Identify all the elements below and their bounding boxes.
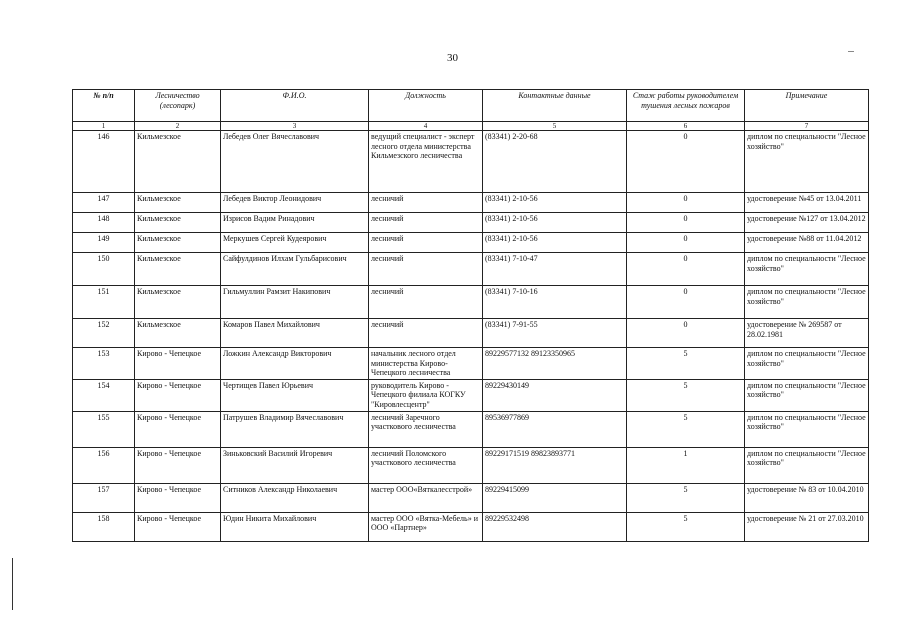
experience-cell: 5 bbox=[627, 379, 745, 411]
name-cell: Меркушев Сергей Кудеярович bbox=[221, 233, 369, 253]
contacts-cell: (83341) 2-10-56 bbox=[483, 233, 627, 253]
position-cell: лесничий Заречного участкового лесничества bbox=[369, 411, 483, 447]
table-row bbox=[73, 447, 869, 483]
contacts-cell: (83341) 2-10-56 bbox=[483, 193, 627, 213]
table-row bbox=[73, 131, 869, 193]
experience-cell: 0 bbox=[627, 131, 745, 193]
row-number: 151 bbox=[73, 286, 135, 319]
experience-cell: 0 bbox=[627, 253, 745, 286]
note-cell: удостоверение № 83 от 10.04.2010 bbox=[745, 483, 869, 512]
note-cell: удостоверение № 269587 от 28.02.1981 bbox=[745, 319, 869, 348]
table-row bbox=[73, 483, 869, 512]
position-cell: лесничий bbox=[369, 213, 483, 233]
forestry-cell: Кильмезское bbox=[135, 319, 221, 348]
row-number: 146 bbox=[73, 131, 135, 193]
header-cell: Стаж работы руководителем тушения лесных пожаров bbox=[627, 90, 745, 122]
position-cell: ведущий специалист - эксперт лесного отдела министерства Кильмезского лесничества bbox=[369, 131, 483, 193]
row-number: 147 bbox=[73, 193, 135, 213]
name-cell: Лебедев Виктор Леонидович bbox=[221, 193, 369, 213]
name-cell: Сайфулдинов Илхам Гульбарисович bbox=[221, 253, 369, 286]
header-cell: № п/п bbox=[73, 90, 135, 122]
table-header-row bbox=[73, 90, 869, 122]
contacts-cell: 89536977869 bbox=[483, 411, 627, 447]
experience-cell: 0 bbox=[627, 319, 745, 348]
note-cell: диплом по специальности "Лесное хозяйство" bbox=[745, 379, 869, 411]
contacts-cell: 89229171519 89823893771 bbox=[483, 447, 627, 483]
note-cell: диплом по специальности "Лесное хозяйство" bbox=[745, 348, 869, 380]
scan-mark bbox=[848, 51, 854, 52]
row-number: 153 bbox=[73, 348, 135, 380]
forestry-cell: Кильмезское bbox=[135, 193, 221, 213]
column-number: 7 bbox=[745, 122, 869, 131]
forestry-cell: Кирово - Чепецкое bbox=[135, 512, 221, 541]
column-number: 3 bbox=[221, 122, 369, 131]
header-cell: Примечание bbox=[745, 90, 869, 122]
note-cell: удостоверение №127 от 13.04.2012 bbox=[745, 213, 869, 233]
row-number: 157 bbox=[73, 483, 135, 512]
contacts-cell: (83341) 7-91-55 bbox=[483, 319, 627, 348]
table-row bbox=[73, 319, 869, 348]
name-cell: Ложкин Александр Викторович bbox=[221, 348, 369, 380]
note-cell: диплом по специальности "Лесное хозяйство" bbox=[745, 411, 869, 447]
table-row bbox=[73, 213, 869, 233]
position-cell: мастер ООО «Вятка-Мебель» и ООО «Партнер» bbox=[369, 512, 483, 541]
name-cell: Юдин Никита Михайлович bbox=[221, 512, 369, 541]
column-number: 6 bbox=[627, 122, 745, 131]
forestry-cell: Кирово - Чепецкое bbox=[135, 379, 221, 411]
note-cell: удостоверение № 21 от 27.03.2010 bbox=[745, 512, 869, 541]
position-cell: лесничий bbox=[369, 233, 483, 253]
contacts-cell: (83341) 7-10-47 bbox=[483, 253, 627, 286]
table-row bbox=[73, 411, 869, 447]
experience-cell: 5 bbox=[627, 483, 745, 512]
forestry-cell: Кильмезское bbox=[135, 286, 221, 319]
position-cell: лесничий bbox=[369, 253, 483, 286]
name-cell: Изрисов Вадим Ринадович bbox=[221, 213, 369, 233]
row-number: 158 bbox=[73, 512, 135, 541]
position-cell: лесничий bbox=[369, 193, 483, 213]
experience-cell: 0 bbox=[627, 233, 745, 253]
table-row bbox=[73, 348, 869, 380]
column-number: 5 bbox=[483, 122, 627, 131]
header-cell: Контактные данные bbox=[483, 90, 627, 122]
forestry-cell: Кирово - Чепецкое bbox=[135, 348, 221, 380]
note-cell: удостоверение №45 от 13.04.2011 bbox=[745, 193, 869, 213]
position-cell: лесничий Поломского участкового лесничества bbox=[369, 447, 483, 483]
note-cell: диплом по специальности "Лесное хозяйство" bbox=[745, 447, 869, 483]
column-number: 4 bbox=[369, 122, 483, 131]
position-cell: начальник лесного отдел министерства Кирово-Чепецкого лесничества bbox=[369, 348, 483, 380]
table-row bbox=[73, 253, 869, 286]
page-number: 30 bbox=[447, 52, 458, 64]
header-cell: Ф.И.О. bbox=[221, 90, 369, 122]
column-number: 2 bbox=[135, 122, 221, 131]
row-number: 150 bbox=[73, 253, 135, 286]
column-number: 1 bbox=[73, 122, 135, 131]
forestry-cell: Кильмезское bbox=[135, 233, 221, 253]
name-cell: Комаров Павел Михайлович bbox=[221, 319, 369, 348]
forestry-cell: Кирово - Чепецкое bbox=[135, 411, 221, 447]
contacts-cell: 89229430149 bbox=[483, 379, 627, 411]
contacts-cell: (83341) 2-10-56 bbox=[483, 213, 627, 233]
header-cell: Должность bbox=[369, 90, 483, 122]
fire-chiefs-table bbox=[72, 89, 869, 542]
position-cell: мастер ООО«Вяткалесстрой» bbox=[369, 483, 483, 512]
forestry-cell: Кирово - Чепецкое bbox=[135, 483, 221, 512]
forestry-cell: Кильмезское bbox=[135, 213, 221, 233]
row-number: 152 bbox=[73, 319, 135, 348]
experience-cell: 0 bbox=[627, 193, 745, 213]
row-number: 155 bbox=[73, 411, 135, 447]
note-cell: диплом по специальности "Лесное хозяйство" bbox=[745, 131, 869, 193]
table-row bbox=[73, 379, 869, 411]
row-number: 149 bbox=[73, 233, 135, 253]
contacts-cell: (83341) 2-20-68 bbox=[483, 131, 627, 193]
column-number-row bbox=[73, 122, 869, 131]
position-cell: лесничий bbox=[369, 319, 483, 348]
note-cell: диплом по специальности "Лесное хозяйство" bbox=[745, 253, 869, 286]
table-row bbox=[73, 233, 869, 253]
position-cell: лесничий bbox=[369, 286, 483, 319]
forestry-cell: Кильмезское bbox=[135, 131, 221, 193]
table-row bbox=[73, 193, 869, 213]
experience-cell: 5 bbox=[627, 512, 745, 541]
row-number: 148 bbox=[73, 213, 135, 233]
note-cell: диплом по специальности "Лесное хозяйство" bbox=[745, 286, 869, 319]
row-number: 156 bbox=[73, 447, 135, 483]
row-number: 154 bbox=[73, 379, 135, 411]
forestry-cell: Кирово - Чепецкое bbox=[135, 447, 221, 483]
note-cell: удостоверение №88 от 11.04.2012 bbox=[745, 233, 869, 253]
name-cell: Чертищев Павел Юрьевич bbox=[221, 379, 369, 411]
contacts-cell: 89229577132 89123350965 bbox=[483, 348, 627, 380]
experience-cell: 1 bbox=[627, 447, 745, 483]
name-cell: Зиньковский Василий Игоревич bbox=[221, 447, 369, 483]
experience-cell: 0 bbox=[627, 286, 745, 319]
experience-cell: 5 bbox=[627, 411, 745, 447]
contacts-cell: 89229415099 bbox=[483, 483, 627, 512]
name-cell: Лебедев Олег Вячеславович bbox=[221, 131, 369, 193]
header-cell: Лесничество (лесопарк) bbox=[135, 90, 221, 122]
table-row bbox=[73, 286, 869, 319]
table-row bbox=[73, 512, 869, 541]
forestry-cell: Кильмезское bbox=[135, 253, 221, 286]
experience-cell: 0 bbox=[627, 213, 745, 233]
experience-cell: 5 bbox=[627, 348, 745, 380]
position-cell: руководитель Кирово - Чепецкого филиала КОГКУ "Кировлесцентр" bbox=[369, 379, 483, 411]
name-cell: Гильмуллин Рамзит Накипович bbox=[221, 286, 369, 319]
scan-margin-line bbox=[12, 558, 13, 610]
name-cell: Ситников Александр Николаевич bbox=[221, 483, 369, 512]
contacts-cell: (83341) 7-10-16 bbox=[483, 286, 627, 319]
contacts-cell: 89229532498 bbox=[483, 512, 627, 541]
name-cell: Патрушев Владимир Вячеславович bbox=[221, 411, 369, 447]
